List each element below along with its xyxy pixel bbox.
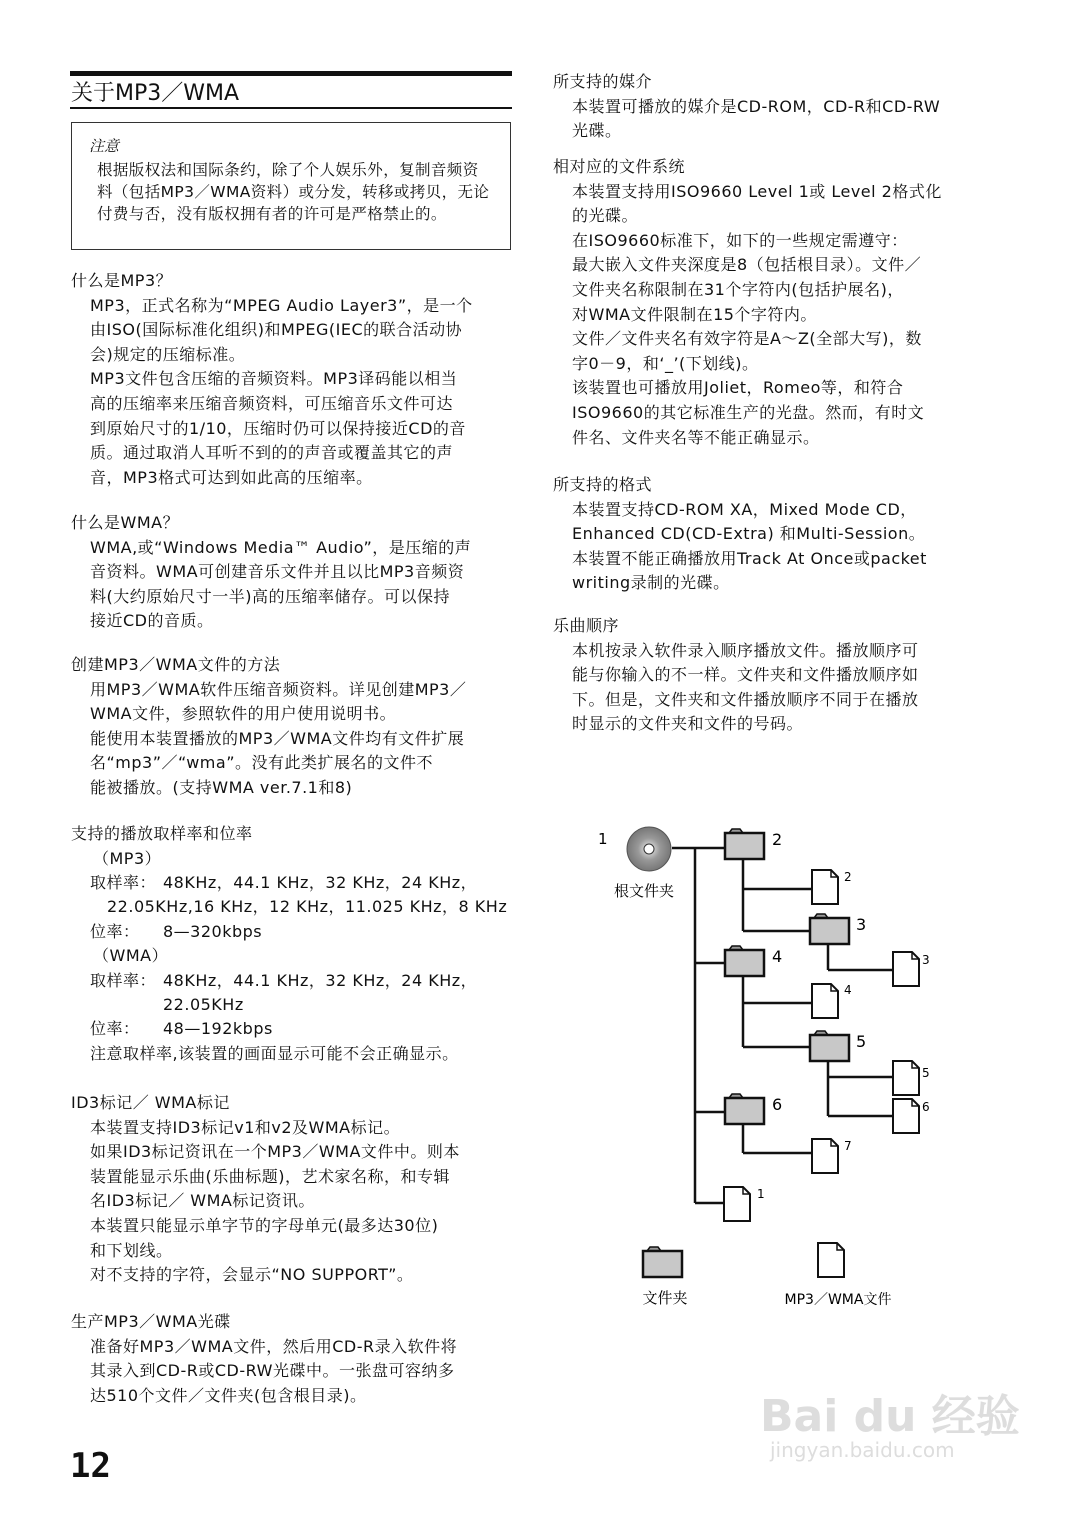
folder-number: 3 — [856, 915, 867, 934]
paragraph-line: 能被播放。(支持WMA ver.7.1和8) — [90, 777, 353, 797]
mp3-file-icon — [812, 1139, 838, 1173]
section-heading: 什么是WMA？ — [71, 513, 180, 532]
section-heading: ID3标记／ WMA标记 — [71, 1093, 230, 1112]
paragraph-line: 字0－9，和‘_’(下划线)。 — [572, 353, 759, 373]
paragraph-line: 本装置支持CD-ROM XA，Mixed Mode CD， — [572, 499, 917, 519]
folder-number: 5 — [856, 1032, 867, 1051]
note-line: 根据版权法和国际条约，除了个人娱乐外，复制音频资 — [97, 161, 479, 179]
note-line: 料（包括MP3／WMA资料）或分发，转移或拷贝，无论 — [97, 183, 490, 201]
paragraph-line: 本装置支持用ISO9660 Level 1或 Level 2格式化 — [572, 181, 942, 201]
paragraph-line: MP3文件包含压缩的音频资料。MP3译码能以相当 — [90, 369, 458, 389]
paragraph-line: 名ID3标记／ WMA标记资讯。 — [90, 1191, 315, 1211]
folder-icon — [725, 833, 764, 859]
paragraph-line: 对WMA文件限制在15个字符内。 — [572, 304, 817, 324]
legend-folder-icon — [643, 1251, 682, 1277]
mp3-file-icon — [812, 984, 838, 1018]
paragraph-line: 会)规定的压缩标准。 — [90, 344, 246, 364]
paragraph-line: 光碟。 — [572, 121, 622, 141]
paragraph-line: 本装置不能正确播放用Track At Once或packet — [572, 548, 927, 568]
wma-br-value: 48—192kbps — [163, 1019, 273, 1039]
paragraph-line: 达510个文件／文件夹(包含根目录)。 — [90, 1385, 367, 1405]
mp3-sr-values-1: 48KHz，44.1 KHz，32 KHz，24 KHz， — [163, 872, 478, 892]
paragraph-line: 最大嵌入文件夹深度是8（包括根目录）。文件／ — [572, 255, 922, 275]
paragraph-line: 本装置只能显示单字节的字母单元(最多达30位) — [90, 1215, 439, 1235]
tree-connectors — [672, 848, 893, 1203]
paragraph-line: 质。通过取消人耳听不到的的声音或覆盖其它的声 — [90, 443, 454, 463]
wma-sr-values-2: 22.05KHz — [163, 994, 244, 1014]
section-heading: 相对应的文件系统 — [553, 157, 686, 176]
watermark-logo: Bai du 经验 — [760, 1391, 1020, 1442]
wma-sr-values-1: 48KHz，44.1 KHz，32 KHz，24 KHz， — [163, 970, 478, 990]
paragraph-line: 音资料。WMA可创建音乐文件并且以比MP3音频资 — [90, 562, 465, 582]
note-line: 付费与否，没有版权拥有者的许可是严格禁止的。 — [97, 205, 447, 223]
paragraph-line: 本机按录入软件录入顺序播放文件。播放顺序可 — [572, 640, 919, 660]
paragraph-line: 文件夹名称限制在31个字符内(包括护展名)， — [572, 279, 904, 299]
folder-icon — [725, 1098, 764, 1124]
cd-disc-icon — [627, 827, 671, 871]
file-number: 1 — [757, 1187, 765, 1201]
paragraph-line: 接近CD的音质。 — [90, 611, 214, 631]
paragraph-line: 音，MP3格式可达到如此高的压缩率。 — [90, 467, 373, 487]
paragraph-line: ISO9660的其它标准生产的光盘。然而，有时文 — [572, 402, 925, 422]
paragraph-line: 对不支持的字符，会显示“NO SUPPORT”。 — [90, 1265, 414, 1285]
paragraph-line: 由ISO(国际标准化组织)和MPEG(IEC的联合活动协 — [90, 320, 463, 340]
legend-folder-label: 文件夹 — [642, 1289, 688, 1307]
paragraph-line: 的光碟。 — [572, 206, 639, 226]
paragraph-line: 本装置可播放的媒介是CD-ROM，CD-R和CD-RW — [572, 96, 941, 116]
paragraph-line: Enhanced CD(CD-Extra) 和Multi-Session。 — [572, 524, 926, 544]
folder-number: 4 — [772, 947, 783, 966]
paragraph-line: 如果ID3标记资讯在一个MP3／WMA文件中。则本 — [90, 1142, 460, 1162]
section-heading: 支持的播放取样率和位率 — [71, 824, 253, 843]
legend-file-icon — [818, 1243, 844, 1277]
file-number: 6 — [922, 1100, 930, 1114]
paragraph-line: 能使用本装置播放的MP3／WMA文件均有文件扩展 — [90, 728, 465, 748]
paragraph-line: 该装置也可播放用Joliet，Romeo等，和符合 — [572, 378, 904, 398]
wma-sr-label: 取样率： — [90, 970, 157, 990]
note-label: 注意 — [89, 137, 120, 155]
paragraph-line: 文件／文件夹名有效字符是A～Z(全部大写)，数 — [572, 329, 922, 349]
file-number: 5 — [922, 1066, 930, 1080]
file-number: 3 — [922, 953, 930, 967]
paragraph-line: writing录制的光碟。 — [572, 573, 730, 593]
folder-icon — [810, 1035, 849, 1061]
page-number: 12 — [70, 1446, 111, 1486]
root-folder-label: 根文件夹 — [613, 882, 675, 900]
mp3-file-icon — [893, 1061, 919, 1095]
mp3-sr-label: 取样率： — [90, 872, 157, 892]
mp3-label: （MP3） — [93, 848, 162, 868]
paragraph-line: 用MP3／WMA软件压缩音频资料。详见创建MP3／ — [90, 679, 467, 699]
section-heading: 乐曲顺序 — [553, 616, 620, 635]
paragraph-line: MP3，正式名称为“MPEG Audio Layer3”，是一个 — [90, 295, 473, 315]
paragraph-line: 高的压缩率来压缩音频资料，可压缩音乐文件可达 — [90, 393, 454, 413]
section-heading: 创建MP3／WMA文件的方法 — [71, 655, 281, 674]
paragraph-line: 料(大约原始尺寸一半)高的压缩率储存。可以保持 — [90, 586, 450, 606]
folder-icon — [810, 918, 849, 944]
paragraph-line: WMA,或“Windows Media™ Audio”，是压缩的声 — [90, 537, 472, 557]
page-title: 关于MP3／WMA — [71, 81, 240, 106]
watermark-url: jingyan.baidu.com — [770, 1438, 955, 1462]
paragraph-line: 到原始尺寸的1/10，压缩时仍可以保持接近CD的音 — [90, 418, 466, 438]
paragraph-line: 准备好MP3／WMA文件，然后用CD-R录入软件将 — [90, 1336, 458, 1356]
section-heading: 所支持的格式 — [553, 475, 653, 494]
mp3-br-label: 位率： — [90, 921, 140, 941]
root-number: 1 — [598, 830, 608, 848]
mp3-file-icon — [724, 1187, 750, 1221]
mp3-file-icon — [893, 1099, 919, 1133]
mp3-file-icon — [812, 870, 838, 904]
rates-note: 注意取样率,该装置的画面显示可能不会正确显示。 — [90, 1043, 459, 1063]
mp3-br-value: 8—320kbps — [163, 921, 263, 941]
legend-file-label: MP3／WMA文件 — [784, 1292, 892, 1308]
section-heading: 所支持的媒介 — [553, 72, 653, 91]
section-heading: 生产MP3／WMA光碟 — [71, 1312, 231, 1331]
folder-icon — [725, 950, 764, 976]
paragraph-line: 时显示的文件夹和文件的号码。 — [572, 714, 804, 734]
file-number: 7 — [844, 1139, 852, 1153]
file-number: 4 — [844, 983, 852, 997]
paragraph-line: 下。但是，文件夹和文件播放顺序不同于在播放 — [572, 689, 919, 709]
paragraph-line: 本装置支持ID3标记v1和v2及WMA标记。 — [90, 1117, 401, 1137]
paragraph-line: 装置能显示乐曲(乐曲标题)，艺术家名称，和专辑 — [90, 1166, 450, 1186]
section-heading: 什么是MP3？ — [71, 271, 173, 290]
mp3-file-icon — [893, 952, 919, 986]
paragraph-line: 在ISO9660标准下，如下的一些规定需遵守： — [572, 230, 908, 250]
paragraph-line: 能与你输入的不一样。文件夹和文件播放顺序如 — [572, 665, 919, 685]
wma-label: （WMA） — [93, 946, 169, 966]
mp3-sr-values-2: 22.05KHz,16 KHz，12 KHz，11.025 KHz，8 KHz — [107, 897, 508, 917]
wma-br-label: 位率： — [90, 1019, 140, 1039]
folder-number: 6 — [772, 1095, 783, 1114]
paragraph-line: 名“mp3”／“wma”。没有此类扩展名的文件不 — [90, 753, 433, 773]
file-number: 2 — [844, 870, 852, 884]
paragraph-line: WMA文件，参照软件的用户使用说明书。 — [90, 704, 397, 724]
paragraph-line: 件名、文件夹名等不能正确显示。 — [572, 427, 820, 447]
folder-number: 2 — [772, 830, 783, 849]
paragraph-line: 其录入到CD-R或CD-RW光碟中。一张盘可容纳多 — [90, 1361, 455, 1381]
paragraph-line: 和下划线。 — [90, 1240, 173, 1260]
